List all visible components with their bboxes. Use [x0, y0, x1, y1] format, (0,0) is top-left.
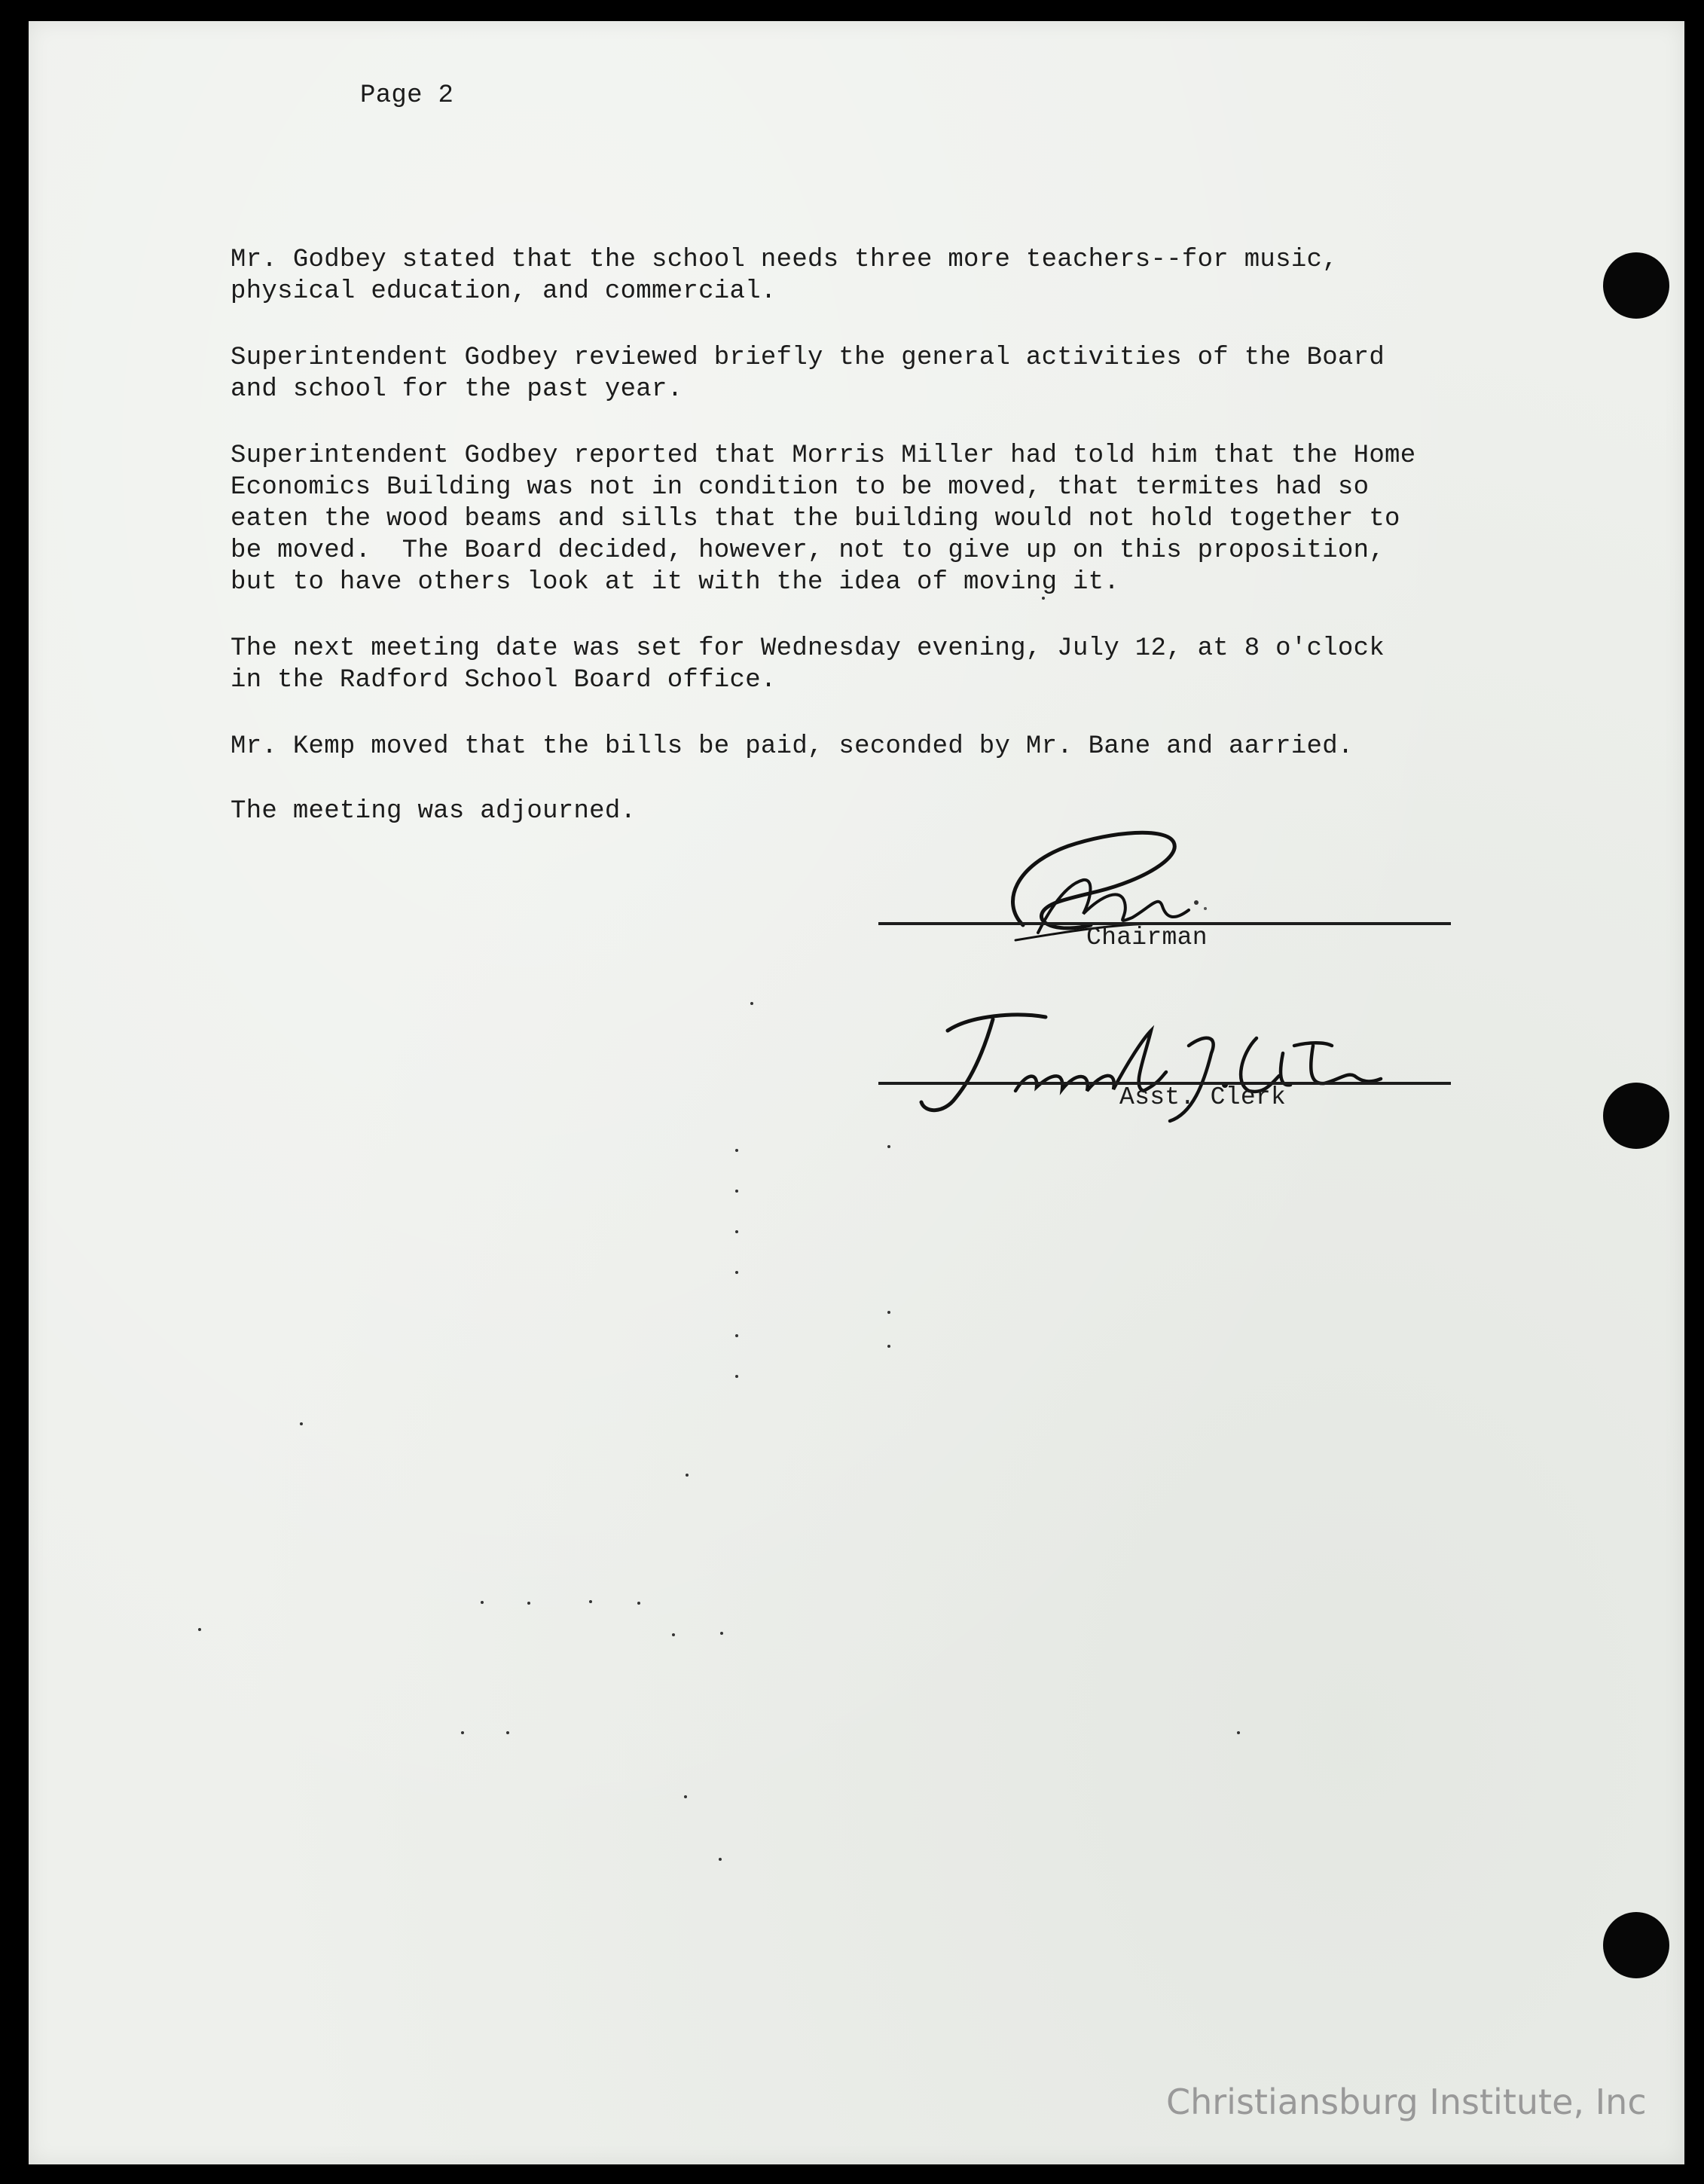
- watermark: Christiansburg Institute, Inc: [1166, 2082, 1647, 2122]
- paper-speck: [735, 1190, 738, 1193]
- page-number: Page 2: [360, 81, 454, 110]
- binder-hole: [1603, 252, 1669, 319]
- clerk-label: Asst. Clerk: [1119, 1083, 1287, 1111]
- paragraph-adjourned: The meeting was adjourned.: [231, 797, 637, 826]
- paragraph-teachers: Mr. Godbey stated that the school needs three more teachers--for music, physical education, and commercial.: [231, 246, 1338, 306]
- paper-speck: [735, 1230, 738, 1233]
- paragraph-bills: Mr. Kemp moved that the bills be paid, seconded by Mr. Bane and aarried.: [231, 732, 1354, 761]
- paragraph-home-economics: Superintendent Godbey reported that Morris Miller had told him that the Home Economics Building was not in condition to be moved, that termites had so eaten the wood beams and sills that the building would not hold together to be moved. The Board decided, however, not to give up on this proposition, but to have others look at it with the idea of moving it.: [231, 441, 1416, 597]
- paper-speck: [887, 1345, 890, 1348]
- paper-speck: [672, 1633, 675, 1636]
- paper-speck: [720, 1632, 723, 1635]
- paper-speck: [198, 1628, 201, 1631]
- paragraph-review: Superintendent Godbey reviewed briefly the general activities of the Board and school for the past year.: [231, 344, 1385, 404]
- paper-speck: [481, 1601, 484, 1604]
- paper-speck: [1237, 1731, 1240, 1734]
- paper-speck: [506, 1731, 509, 1734]
- paper-speck: [461, 1731, 464, 1734]
- binder-hole: [1603, 1083, 1669, 1149]
- paper-speck: [735, 1375, 738, 1378]
- paper-speck: [887, 1145, 890, 1148]
- paper-speck: [300, 1422, 303, 1425]
- paper-speck: [686, 1474, 689, 1477]
- paper-speck: [719, 1858, 722, 1861]
- paragraph-next-meeting: The next meeting date was set for Wednesday evening, July 12, at 8 o'clock in the Radford School Board office.: [231, 634, 1385, 695]
- paper-speck: [735, 1334, 738, 1337]
- paper-speck: [735, 1149, 738, 1152]
- paper-speck: [1042, 597, 1045, 600]
- chairman-label: Chairman: [1086, 924, 1208, 951]
- paper-speck: [750, 1002, 753, 1005]
- paper-speck: [637, 1602, 640, 1605]
- paper-speck: [735, 1271, 738, 1274]
- paper-speck: [684, 1795, 687, 1798]
- paper-speck: [887, 1311, 890, 1314]
- paper-speck: [589, 1600, 592, 1603]
- binder-hole: [1603, 1912, 1669, 1978]
- document-page: [29, 21, 1684, 2164]
- paper-speck: [527, 1602, 530, 1605]
